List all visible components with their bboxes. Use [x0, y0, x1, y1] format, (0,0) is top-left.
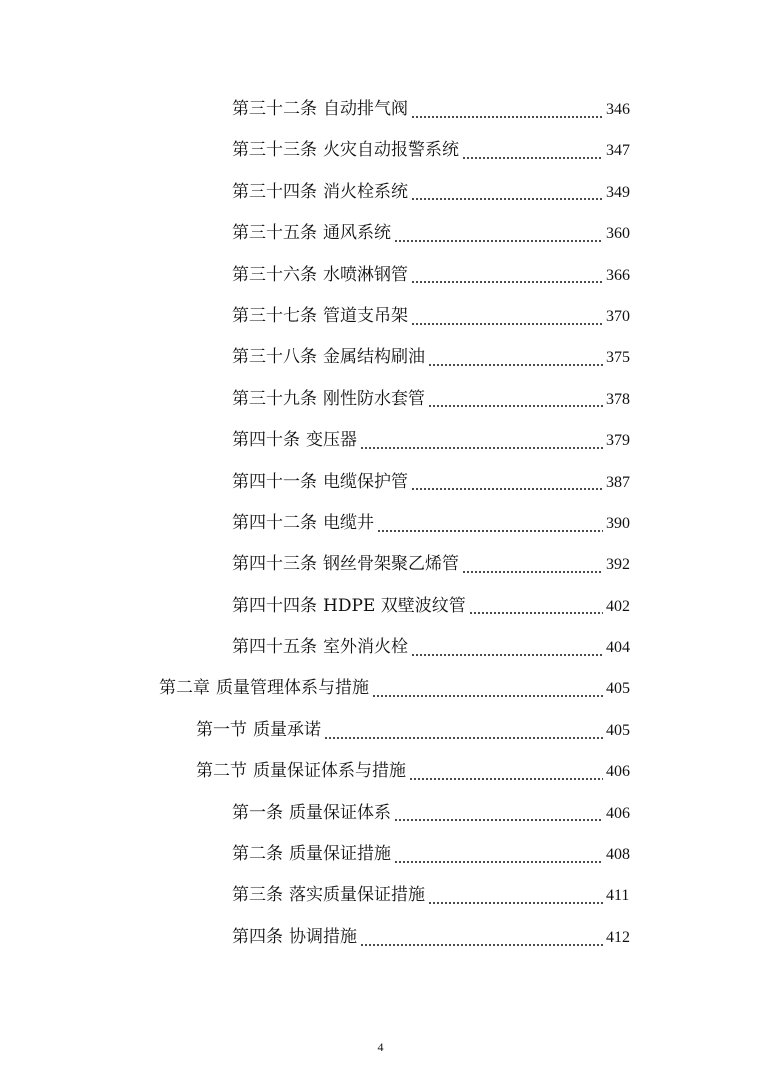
toc-entry: [0, 172, 761, 213]
toc-dot-leader: [428, 405, 603, 407]
toc-entry-link[interactable]: [232, 793, 640, 834]
toc-entry-page: 379: [606, 432, 630, 450]
toc-entry-link[interactable]: [196, 751, 640, 792]
toc-entry-title: 金属结构刷油: [323, 347, 425, 368]
toc-entry: [0, 834, 761, 875]
toc-entry: [0, 462, 761, 503]
toc-entry-page: 411: [606, 887, 630, 905]
toc-entry-link[interactable]: [232, 172, 640, 213]
toc-entry-page: 404: [606, 639, 630, 657]
toc-dot-leader: [411, 323, 603, 325]
toc-entry-title: 落实质量保证措施: [289, 885, 425, 906]
toc-entry: [0, 544, 761, 585]
toc-entry-number: 第四条: [232, 926, 283, 947]
toc-entry-title: 水喷淋钢管: [323, 264, 408, 285]
toc-entry-link[interactable]: [232, 379, 640, 420]
toc-entry: [0, 296, 761, 337]
toc-entry-title: 火灾自动报警系统: [323, 140, 459, 161]
toc-entry-number: 第四十五条: [232, 637, 317, 658]
toc-entry-number: 第四十三条: [232, 554, 317, 575]
toc-entry: [0, 130, 761, 171]
toc-entry-link[interactable]: [232, 503, 640, 544]
toc-dot-leader: [394, 240, 603, 242]
toc-entry-title: 质量管理体系与措施: [216, 678, 369, 699]
toc-dot-leader: [409, 778, 603, 780]
toc-entry-title: HDPE 双壁波纹管: [323, 595, 466, 616]
toc-dot-leader: [372, 695, 603, 697]
toc-entry-link[interactable]: [232, 544, 640, 585]
toc-entry-number: 第三十三条: [232, 140, 317, 161]
toc-dot-leader: [411, 198, 603, 200]
toc-dot-leader: [411, 116, 603, 118]
toc-entry-link[interactable]: [232, 213, 640, 254]
toc-entry-number: 第四十二条: [232, 512, 317, 533]
toc-entry-link[interactable]: [232, 89, 640, 130]
toc-entry-number: 第四十四条: [232, 595, 317, 616]
toc-entry-page: 402: [606, 597, 630, 615]
toc-entry-title: 电缆井: [323, 512, 374, 533]
toc-entry-title: 室外消火栓: [323, 637, 408, 658]
toc-entry-link[interactable]: [232, 917, 640, 958]
toc-entry: [0, 213, 761, 254]
toc-entry-page: 405: [606, 680, 630, 698]
toc-entry-title: 自动排气阀: [323, 99, 408, 119]
page-number: 4: [377, 1040, 384, 1054]
toc-entry-link[interactable]: [232, 130, 640, 171]
toc-entry: [0, 875, 761, 916]
toc-entry: [0, 917, 761, 958]
toc-entry-number: 第二节: [196, 761, 247, 782]
table-of-contents: [0, 89, 761, 958]
toc-entry-link[interactable]: [232, 337, 640, 378]
toc-entry: [0, 89, 761, 130]
toc-entry-number: 第三十二条: [232, 99, 317, 119]
toc-entry-title: 质量保证体系与措施: [253, 761, 406, 782]
toc-entry-page: 349: [606, 183, 630, 201]
toc-entry-page: 387: [606, 473, 630, 491]
toc-entry-number: 第三十八条: [232, 347, 317, 368]
toc-entry-page: 346: [606, 101, 630, 118]
toc-entry-page: 390: [606, 514, 630, 532]
toc-entry-page: 412: [606, 928, 630, 946]
toc-entry: [0, 751, 761, 792]
toc-entry-link[interactable]: [232, 875, 640, 916]
toc-entry-number: 第二章: [159, 678, 210, 699]
toc-dot-leader: [394, 819, 603, 821]
toc-entry-link[interactable]: [232, 420, 640, 461]
toc-entry-title: 质量承诺: [253, 719, 321, 740]
toc-dot-leader: [411, 281, 603, 283]
toc-dot-leader: [394, 861, 603, 863]
toc-entry-page: 406: [606, 804, 630, 822]
toc-entry-page: 360: [606, 225, 630, 243]
toc-entry-title: 电缆保护管: [323, 471, 408, 492]
toc-dot-leader: [377, 530, 603, 532]
toc-entry-page: 370: [606, 307, 630, 325]
toc-entry-page: 366: [606, 266, 630, 284]
toc-dot-leader: [469, 612, 603, 614]
toc-entry-title: 协调措施: [289, 926, 357, 947]
toc-entry-page: 392: [606, 556, 630, 574]
toc-dot-leader: [411, 654, 603, 656]
toc-entry: [0, 710, 761, 751]
toc-dot-leader: [324, 737, 603, 739]
toc-entry-page: 408: [606, 846, 630, 864]
toc-entry-link[interactable]: [232, 627, 640, 668]
toc-entry-page: 347: [606, 142, 630, 160]
toc-entry-page: 405: [606, 721, 630, 739]
toc-entry: [0, 379, 761, 420]
toc-dot-leader: [462, 571, 603, 573]
toc-entry: [0, 793, 761, 834]
toc-entry-number: 第四十一条: [232, 471, 317, 492]
toc-entry: [0, 255, 761, 296]
toc-entry-number: 第一条: [232, 802, 283, 823]
toc-entry-page: 375: [606, 349, 630, 367]
toc-entry-link[interactable]: [232, 296, 640, 337]
toc-entry-number: 第二条: [232, 844, 283, 865]
toc-entry-number: 第三十六条: [232, 264, 317, 285]
toc-entry-number: 第一节: [196, 719, 247, 740]
toc-entry-number: 第三条: [232, 885, 283, 906]
toc-dot-leader: [360, 447, 603, 449]
toc-dot-leader: [462, 157, 603, 159]
toc-entry-number: 第三十七条: [232, 305, 317, 326]
toc-entry-page: 406: [606, 763, 630, 781]
toc-entry: [0, 420, 761, 461]
toc-entry-title: 质量保证措施: [289, 844, 391, 865]
toc-entry: [0, 337, 761, 378]
toc-entry-title: 通风系统: [323, 223, 391, 244]
toc-entry: [0, 668, 761, 709]
toc-dot-leader: [411, 488, 603, 490]
toc-entry: [0, 627, 761, 668]
toc-entry: [0, 586, 761, 627]
toc-entry-number: 第三十四条: [232, 181, 317, 202]
toc-entry-title: 消火栓系统: [323, 181, 408, 202]
toc-entry: [0, 503, 761, 544]
toc-entry-number: 第四十条: [232, 430, 300, 451]
toc-dot-leader: [428, 902, 603, 904]
toc-entry-number: 第三十五条: [232, 223, 317, 244]
toc-entry-title: 质量保证体系: [289, 802, 391, 823]
toc-entry-title: 刚性防水套管: [323, 388, 425, 409]
toc-entry-link[interactable]: [232, 462, 640, 503]
toc-entry-link[interactable]: [232, 586, 640, 627]
toc-dot-leader: [360, 944, 603, 946]
toc-entry-title: 钢丝骨架聚乙烯管: [323, 554, 459, 575]
toc-entry-link[interactable]: [196, 710, 640, 751]
toc-entry-title: 管道支吊架: [323, 305, 408, 326]
toc-dot-leader: [428, 364, 603, 366]
toc-entry-page: 378: [606, 390, 630, 408]
toc-entry-link[interactable]: [232, 834, 640, 875]
toc-entry-title: 变压器: [306, 430, 357, 451]
toc-entry-link[interactable]: [232, 255, 640, 296]
toc-entry-link[interactable]: [159, 668, 640, 709]
toc-entry-number: 第三十九条: [232, 388, 317, 409]
